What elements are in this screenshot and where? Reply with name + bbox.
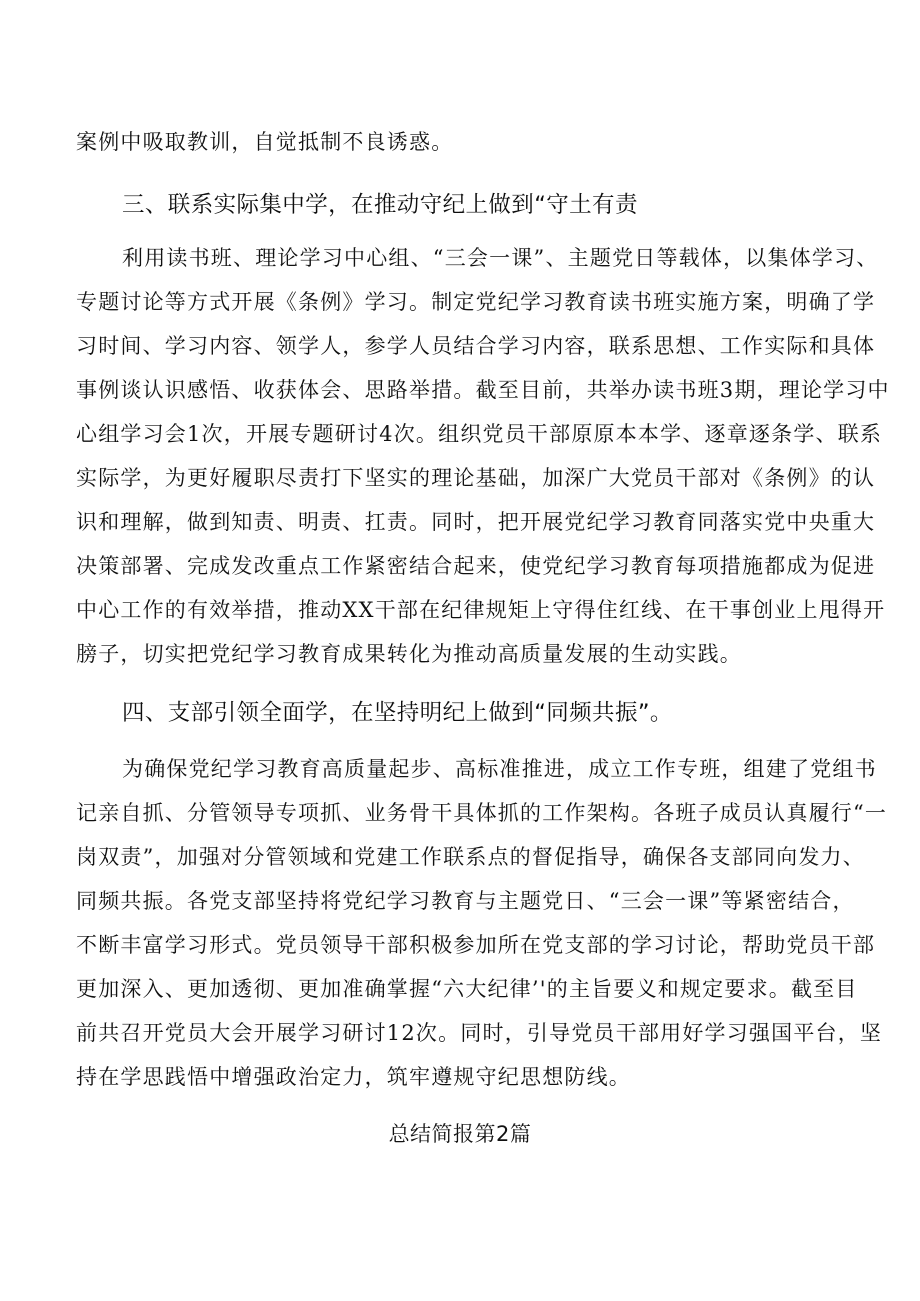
- paragraph-line: 专题讨论等方式开展《条例》学习。制定党纪学习教育读书班实施方案，明确了学: [76, 290, 876, 314]
- paragraph-line: 中心工作的有效举措，推动XX干部在纪律规矩上守得住红线、在干事创业上甩得开: [76, 598, 886, 622]
- paragraph-line: 岗双责”，加强对分管领域和党建工作联系点的督促指导，确保各支部同向发力、: [76, 845, 865, 869]
- paragraph-line: 事例谈认识感悟、收获体会、思路举措。截至目前，共举办读书班3期，理论学习中: [76, 378, 890, 402]
- paragraph-line: 前共召开党员大会开展学习研讨12次。同时，引导党员干部用好学习强国平台，坚: [76, 1021, 883, 1045]
- paragraph-line: 持在学思践悟中增强政治定力，筑牢遵规守纪思想防线。: [76, 1065, 631, 1089]
- paragraph-line: 为确保党纪学习教育高质量起步、高标准推进，成立工作专班，组建了党组书: [122, 757, 877, 781]
- document-subtitle: 总结简报第2篇: [388, 1122, 532, 1146]
- paragraph-line: 心组学习会1次，开展专题研讨4次。组织党员干部原原本本学、逐章逐条学、联系: [76, 422, 883, 446]
- paragraph-line: 实际学，为更好履职尽责打下坚实的理论基础，加深广大党员干部对《条例》的认: [76, 466, 876, 490]
- paragraph-line: 同频共振。各党支部坚持将党纪学习教育与主题党日、“三会一课”等紧密结合，: [76, 889, 855, 913]
- paragraph-line: 决策部署、完成发改重点工作紧密结合起来，使党纪学习教育每项措施都成为促进: [76, 554, 876, 578]
- intro-tail-line: 案例中吸取教训，自觉抵制不良诱惑。: [76, 130, 454, 154]
- paragraph-line: 膀子，切实把党纪学习教育成果转化为推动高质量发展的生动实践。: [76, 642, 742, 666]
- paragraph-line: 利用读书班、理论学习中心组、“三会一课”、主题党日等载体，以集体学习、: [122, 246, 879, 270]
- paragraph-line: 更加深入、更加透彻、更加准确掌握“六大纪律’'的主旨要义和规定要求。截至目: [76, 977, 858, 1001]
- paragraph-line: 不断丰富学习形式。党员领导干部积极参加所在党支部的学习讨论，帮助党员干部: [76, 933, 876, 957]
- paragraph-line: 识和理解，做到知责、明责、扛责。同时，把开展党纪学习教育同落实党中央重大: [76, 510, 876, 534]
- section-3-heading: 三、联系实际集中学，在推动守纪上做到“守土有责: [122, 192, 638, 218]
- paragraph-line: 习时间、学习内容、领学人，参学人员结合学习内容，联系思想、工作实际和具体: [76, 334, 876, 358]
- paragraph-line: 记亲自抓、分管领导专项抓、业务骨干具体抓的工作架构。各班子成员认真履行“一: [76, 801, 888, 825]
- section-4-heading: 四、支部引领全面学，在坚持明纪上做到“同频共振”。: [122, 700, 673, 726]
